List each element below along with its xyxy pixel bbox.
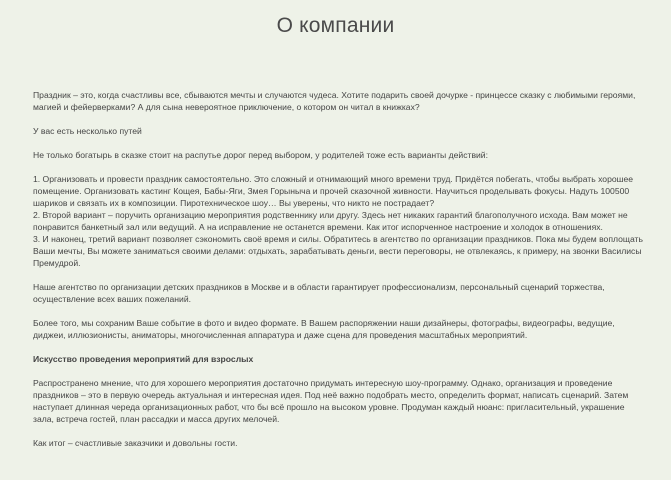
option-2-paragraph: 2. Второй вариант – поручить организацию мероприятия родственнику или другу. Здесь нет никаких гарантий благополучного исхода. Вам может не понравится банкетный зал или ведущий. А на исправление не останется времени. Как итог испорченное настроение и холодок в отношениях. — [33, 210, 628, 232]
intro-paragraph: Праздник – это, когда счастливы все, сбываются мечты и случаются чудеса. Хотите подарить своей дочурке - принцессе сказку с любимыми героями, магией и фейерверками? А для сына невероятное приключение, о котором он читал в книжках? — [33, 90, 636, 112]
option-3-paragraph: 3. И наконец, третий вариант позволяет сэкономить своё время и силы. Обратитесь в агентство по организации праздников. Пока мы будем воплощать Ваши мечты, Вы можете заниматься своими делами: отдыхать, зарабатывать деньги, вести переговоры, не отвлекаясь, к примеру, на звонки Василисы Премудрой. — [33, 234, 643, 268]
agency-paragraph: Наше агентство по организации детских праздников в Москве и в области гарантирует профессионализм, персональный сценарий торжества, осуществление всех ваших пожеланий. — [33, 282, 605, 304]
adults-paragraph: Распространено мнение, что для хорошего мероприятия достаточно придумать интересную шоу-программу. Однако, организация и проведение праздников – это в первую очередь актуальная и интересная идея. Под неё важно подобрать место, определить формат, написать сценарий. Затем наступает длинная череда организационных работ, что бы всё прошло на высоком уровне. Продуман каждый нюанс: пригласительный, украшение зала, встреча гостей, план рассадки и масса других мелочей. — [33, 378, 629, 424]
outcome-paragraph: Как итог – счастливые заказчики и довольны гости. — [33, 438, 238, 448]
article-body — [33, 89, 643, 461]
adults-section-heading: Искусство проведения мероприятий для взрослых — [33, 354, 254, 364]
media-paragraph: Более того, мы сохраним Ваше событие в фото и видео формате. В Вашем распоряжении наши дизайнеры, фотографы, видеографы, ведущие, диджеи, иллюзионисты, аниматоры, многочисленная аппаратура и даже сцена для проведения масштабных мероприятий. — [33, 318, 615, 340]
choice-paragraph: Не только богатырь в сказке стоит на распутье дорог перед выбором, у родителей тоже есть варианты действий: — [33, 150, 488, 160]
page-title: О компании — [276, 14, 395, 37]
ways-intro-paragraph: У вас есть несколько путей — [33, 126, 142, 136]
option-1-paragraph: 1. Организовать и провести праздник самостоятельно. Это сложный и отнимающий много времени труд. Придётся побегать, чтобы выбрать хорошее помещение. Организовать кастинг Кощея, Бабы-Яги, Змея Горыныча и прочей сказочной живности. Научиться проделывать фокусы. Надуть 100500 шариков и связать их в композиции. Пиротехническое шоу… Вы уверены, что никто не пострадает? — [33, 174, 634, 208]
